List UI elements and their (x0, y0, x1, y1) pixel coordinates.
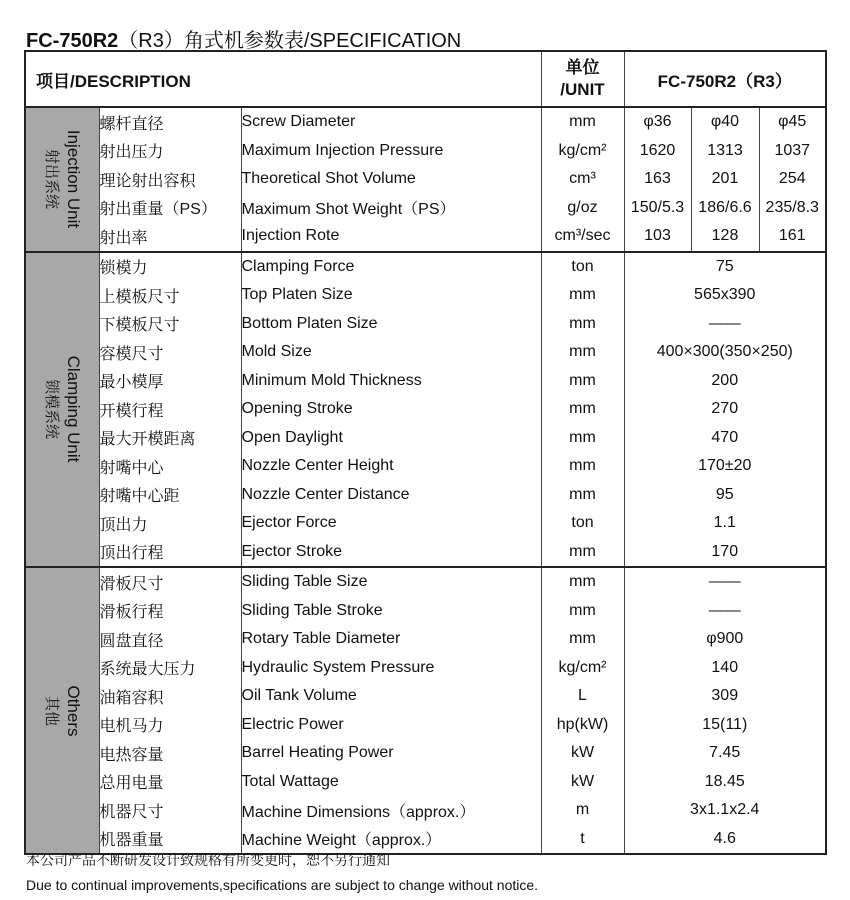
table-header-row (25, 51, 826, 107)
item-unit: mm (541, 424, 624, 453)
item-name-cn: 理论射出容积 (99, 172, 196, 190)
table-row (25, 509, 826, 538)
value-cell: 309 (711, 687, 739, 705)
page-title (26, 24, 461, 53)
item-name-en: Injection Rote (241, 222, 541, 252)
item-name-cn: 机器重量 (99, 832, 164, 850)
item-name-en: Machine Dimensions（approx.） (241, 796, 541, 825)
section-name-en: Clamping Unit (64, 355, 84, 463)
value-cell: 150/5.3 (630, 198, 685, 216)
item-name-en: Open Daylight (241, 424, 541, 453)
item-unit: mm (541, 367, 624, 396)
item-name-en: Clamping Force (241, 252, 541, 282)
item-unit: g/oz (541, 194, 624, 223)
item-unit: mm (541, 107, 624, 137)
item-name-cn: 机器尺寸 (99, 803, 164, 821)
item-name-cn: 最小模厚 (99, 374, 164, 392)
value-cell: 95 (715, 485, 734, 503)
title-model: FC-750R2 (26, 30, 119, 52)
item-name-en: Top Platen Size (241, 281, 541, 310)
item-name-cn: 射出重量（PS） (99, 201, 217, 219)
item-name-cn: 上模板尺寸 (99, 288, 180, 306)
table-row (25, 395, 826, 424)
value-cell: 103 (644, 227, 671, 245)
value-cell: 7.45 (709, 744, 741, 762)
value-cell: 1037 (759, 137, 826, 166)
item-unit: m (541, 796, 624, 825)
table-row (25, 597, 826, 626)
item-name-cn: 螺杆直径 (99, 107, 241, 137)
table-row (25, 222, 826, 252)
header-unit-line2: /UNIT (560, 80, 605, 99)
item-unit: mm (541, 395, 624, 424)
item-name-en: Ejector Force (241, 509, 541, 538)
value-cell: 470 (711, 428, 739, 446)
item-unit: L (541, 682, 624, 711)
value-cell: 1.1 (713, 514, 736, 532)
item-name-cn: 总用电量 (99, 775, 164, 793)
item-name-en: Nozzle Center Distance (241, 481, 541, 510)
table-row (25, 165, 826, 194)
table-row (25, 281, 826, 310)
table-row (25, 310, 826, 339)
item-name-cn: 顶出行程 (99, 545, 164, 563)
table-row (25, 367, 826, 396)
item-unit: mm (541, 538, 624, 568)
item-unit: mm (541, 481, 624, 510)
item-name-cn: 滑板尺寸 (99, 567, 241, 597)
section-label-text (40, 685, 84, 736)
value-cell: 254 (759, 165, 826, 194)
item-name-cn: 射出压力 (99, 144, 164, 162)
item-unit: kg/cm² (541, 137, 624, 166)
value-cell: 3x1.1x2.4 (690, 801, 760, 819)
value-cell: —— (708, 601, 741, 619)
value-cell: 161 (759, 222, 826, 252)
value-cell: 565x390 (694, 286, 756, 304)
item-name-en: Barrel Heating Power (241, 739, 541, 768)
table-row (25, 796, 826, 825)
item-unit: t (541, 825, 624, 855)
item-name-en: Sliding Table Size (241, 567, 541, 597)
item-name-cn: 射出率 (99, 229, 148, 247)
item-name-cn: 射嘴中心距 (99, 488, 180, 506)
item-unit: mm (541, 625, 624, 654)
value-cell: —— (708, 314, 741, 332)
item-unit: mm (541, 281, 624, 310)
value-cell: 140 (711, 658, 739, 676)
table-row (25, 538, 826, 568)
item-name-cn: 系统最大压力 (99, 661, 196, 679)
table-row (25, 711, 826, 740)
item-name-en: Oil Tank Volume (241, 682, 541, 711)
section-name-cn: 其他 (43, 695, 61, 726)
value-cell: 170±20 (698, 457, 752, 475)
value-cell: 186/6.6 (691, 194, 759, 223)
section-name-cn: 锁模系统 (43, 379, 61, 440)
item-name-en: Total Wattage (241, 768, 541, 797)
value-cell: 170 (711, 542, 739, 560)
table-row (25, 107, 826, 137)
item-name-cn: 开模行程 (99, 402, 164, 420)
item-name-cn: 容模尺寸 (99, 345, 164, 363)
item-name-en: Nozzle Center Height (241, 452, 541, 481)
item-unit: ton (541, 509, 624, 538)
item-name-en: Maximum Injection Pressure (241, 137, 541, 166)
table-row (25, 252, 826, 282)
item-name-en: Bottom Platen Size (241, 310, 541, 339)
item-unit: mm (541, 310, 624, 339)
item-name-cn: 圆盘直径 (99, 632, 164, 650)
title-rest: （R3）角式机参数表/SPECIFICATION (118, 30, 462, 52)
item-name-cn: 电机马力 (99, 718, 164, 736)
value-cell: 235/8.3 (759, 194, 826, 223)
item-name-cn: 下模板尺寸 (99, 317, 180, 335)
item-unit: cm³ (541, 165, 624, 194)
item-unit: kg/cm² (541, 654, 624, 683)
item-unit: hp(kW) (541, 711, 624, 740)
item-name-en: Ejector Stroke (241, 538, 541, 568)
value-cell: 4.6 (713, 829, 736, 847)
item-unit: cm³/sec (541, 222, 624, 252)
section-label-text (40, 130, 84, 228)
item-name-en: Electric Power (241, 711, 541, 740)
item-unit: mm (541, 567, 624, 597)
table-row (25, 654, 826, 683)
value-cell: 1313 (691, 137, 759, 166)
item-name-en: Theoretical Shot Volume (241, 165, 541, 194)
item-name-en: Mold Size (241, 338, 541, 367)
section-name-en: Others (64, 684, 84, 737)
value-cell: 18.45 (704, 772, 745, 790)
table-row (25, 625, 826, 654)
table-row (25, 452, 826, 481)
item-name-cn: 油箱容积 (99, 689, 164, 707)
item-name-en: Screw Diameter (241, 107, 541, 137)
table-row (25, 338, 826, 367)
value-cell: φ36 (624, 107, 691, 137)
item-name-cn: 射嘴中心 (99, 459, 164, 477)
header-description: 项目/DESCRIPTION (25, 51, 541, 107)
table-row (25, 739, 826, 768)
table-row (25, 682, 826, 711)
value-cell: 200 (711, 371, 739, 389)
item-name-en: Rotary Table Diameter (241, 625, 541, 654)
table-row (25, 481, 826, 510)
header-model: FC-750R2（R3） (624, 51, 826, 107)
section-label-injection (25, 107, 99, 252)
item-unit: kW (541, 768, 624, 797)
value-cell: φ45 (759, 107, 826, 137)
note-chinese: 本公司产品不断研发设计致规格有所变更时，恕不另行通知 (26, 852, 390, 868)
item-unit: ton (541, 252, 624, 282)
value-cell: —— (624, 567, 826, 597)
table-row (25, 567, 826, 597)
value-cell: 128 (691, 222, 759, 252)
note-english: Due to continual improvements,specifications are subject to change without notice. (26, 877, 539, 893)
section-name-cn: 射出系统 (43, 149, 61, 210)
table-row (25, 768, 826, 797)
value-cell: 163 (644, 170, 671, 188)
table-row (25, 194, 826, 223)
item-name-en: Maximum Shot Weight（PS） (241, 194, 541, 223)
item-unit: mm (541, 452, 624, 481)
header-unit-line1: 单位 (565, 58, 600, 77)
item-name-en: Opening Stroke (241, 395, 541, 424)
value-cell: 75 (624, 252, 826, 282)
table-row (25, 137, 826, 166)
item-name-cn: 滑板行程 (99, 604, 164, 622)
section-label-text (40, 356, 84, 463)
item-name-en: Hydraulic System Pressure (241, 654, 541, 683)
value-cell: 15(11) (702, 715, 748, 733)
item-name-en: Machine Weight（approx.） (241, 825, 541, 855)
section-label-clamping (25, 252, 99, 568)
item-unit: kW (541, 739, 624, 768)
item-name-cn: 电热容量 (99, 746, 164, 764)
value-cell: 1620 (639, 141, 676, 159)
item-name-cn: 锁模力 (99, 252, 241, 282)
value-cell: 201 (691, 165, 759, 194)
value-cell: 400×300(350×250) (656, 343, 793, 361)
item-unit: mm (541, 597, 624, 626)
value-cell: 270 (711, 400, 739, 418)
table-row (25, 424, 826, 453)
item-name-cn: 最大开模距离 (99, 431, 196, 449)
item-name-en: Minimum Mold Thickness (241, 367, 541, 396)
value-cell: φ40 (691, 107, 759, 137)
specification-table (24, 50, 827, 855)
section-label-others (25, 567, 99, 854)
item-name-cn: 顶出力 (99, 516, 148, 534)
item-unit: mm (541, 338, 624, 367)
section-name-en: Injection Unit (64, 130, 84, 229)
header-unit (541, 51, 624, 107)
item-name-en: Sliding Table Stroke (241, 597, 541, 626)
value-cell: φ900 (706, 630, 744, 648)
